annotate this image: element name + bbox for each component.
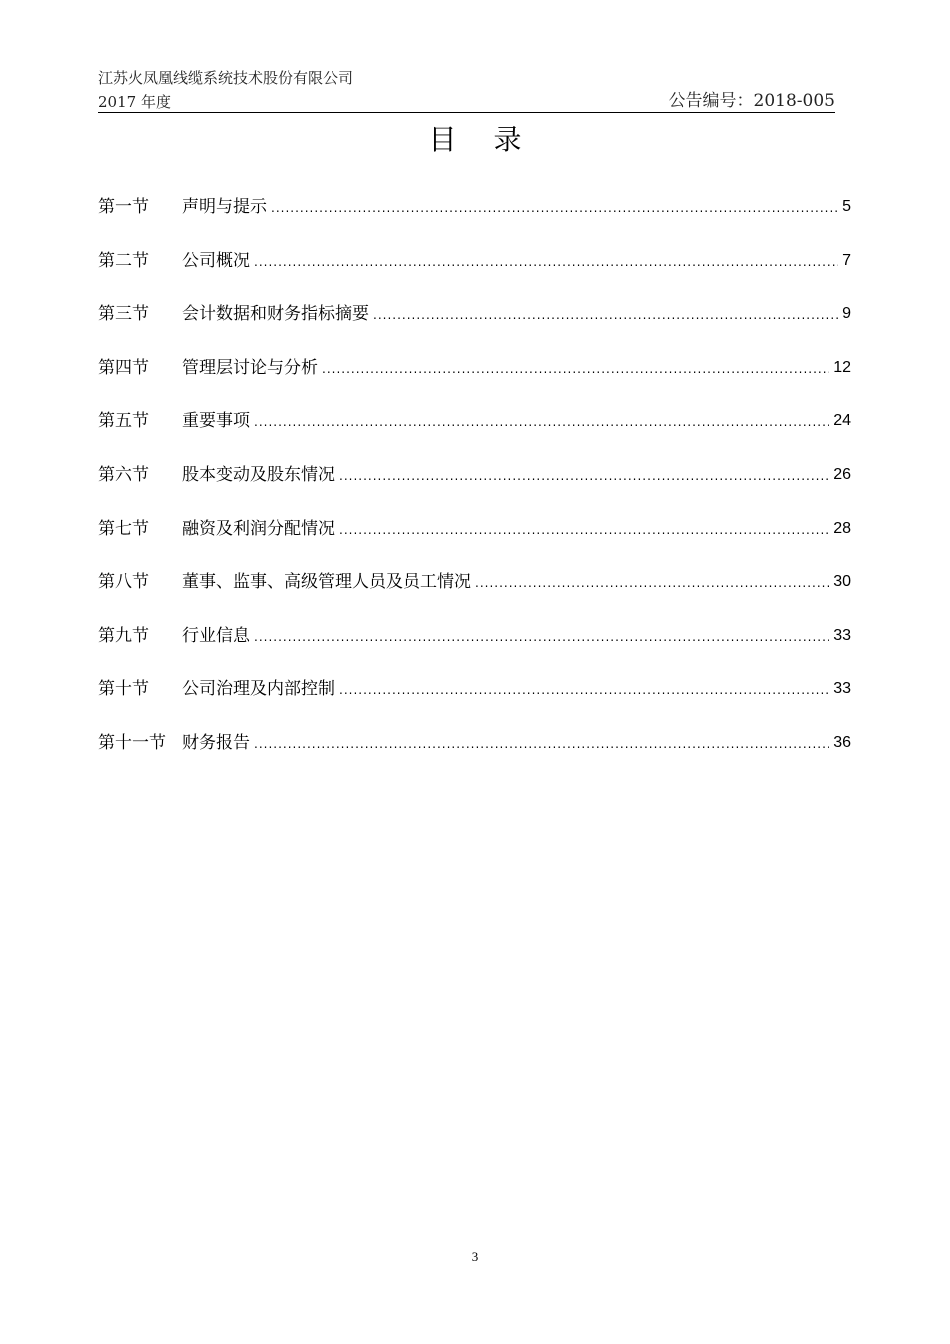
toc-section-number: 第四节 bbox=[98, 357, 149, 378]
toc-section-title: 融资及利润分配情况 bbox=[182, 518, 335, 539]
toc-page-number: 9 bbox=[842, 305, 851, 323]
toc-entry[interactable] bbox=[98, 565, 851, 619]
toc-section-number: 第十节 bbox=[98, 679, 149, 700]
toc-section-title: 会计数据和财务指标摘要 bbox=[182, 304, 369, 325]
header-announcement-code: 公告编号：2018-005 bbox=[668, 91, 835, 111]
toc-page-number: 5 bbox=[842, 198, 851, 215]
toc-entry[interactable] bbox=[98, 351, 851, 405]
toc-entry[interactable] bbox=[98, 190, 851, 244]
toc-section-number: 第二节 bbox=[98, 250, 149, 271]
toc-section-title: 财务报告 bbox=[182, 732, 250, 753]
toc-entry[interactable] bbox=[98, 726, 851, 780]
toc-entry[interactable] bbox=[98, 619, 851, 673]
toc-section-number: 第一节 bbox=[98, 197, 149, 217]
page-title: 目 录 bbox=[428, 123, 536, 156]
toc-leader-dots bbox=[339, 512, 829, 548]
toc-section-title: 声明与提示 bbox=[182, 197, 267, 217]
toc-section-number: 第六节 bbox=[98, 464, 149, 485]
toc-section-number: 第九节 bbox=[98, 625, 149, 646]
toc-page-number: 26 bbox=[833, 465, 851, 483]
table-of-contents bbox=[98, 190, 851, 780]
toc-entry[interactable] bbox=[98, 297, 851, 351]
toc-section-number: 第三节 bbox=[98, 304, 149, 325]
toc-page-number: 33 bbox=[833, 680, 851, 698]
header-company-name: 江苏火凤凰线缆系统技术股份有限公司 bbox=[98, 69, 354, 87]
toc-leader-dots bbox=[254, 404, 829, 440]
toc-section-title: 行业信息 bbox=[182, 625, 250, 646]
header-report-year: 2017 年度 bbox=[98, 93, 171, 111]
toc-page-number: 36 bbox=[833, 733, 851, 751]
toc-section-title: 管理层讨论与分析 bbox=[182, 357, 318, 378]
toc-section-title: 董事、监事、高级管理人员及员工情况 bbox=[182, 572, 471, 593]
page-number: 3 bbox=[471, 1249, 479, 1264]
toc-section-title: 重要事项 bbox=[182, 411, 250, 432]
toc-leader-dots bbox=[322, 351, 829, 387]
toc-entry[interactable] bbox=[98, 404, 851, 458]
toc-entry[interactable] bbox=[98, 512, 851, 566]
toc-section-title: 公司概况 bbox=[182, 250, 250, 271]
toc-leader-dots bbox=[254, 726, 829, 762]
toc-page-number: 24 bbox=[833, 412, 851, 430]
toc-section-number: 第五节 bbox=[98, 411, 149, 432]
toc-page-number: 12 bbox=[833, 358, 851, 376]
toc-leader-dots bbox=[475, 565, 829, 601]
toc-page-number: 28 bbox=[833, 519, 851, 537]
toc-entry[interactable] bbox=[98, 458, 851, 512]
toc-leader-dots bbox=[271, 190, 838, 226]
toc-entry[interactable] bbox=[98, 244, 851, 298]
toc-page-number: 30 bbox=[833, 573, 851, 591]
toc-entry[interactable] bbox=[98, 672, 851, 726]
header-divider bbox=[98, 112, 835, 113]
toc-leader-dots bbox=[254, 619, 829, 655]
toc-leader-dots bbox=[254, 244, 838, 280]
toc-section-number: 第十一节 bbox=[98, 732, 166, 753]
toc-section-number: 第七节 bbox=[98, 518, 149, 539]
toc-section-number: 第八节 bbox=[98, 572, 149, 593]
toc-leader-dots bbox=[339, 458, 829, 494]
toc-page-number: 7 bbox=[842, 251, 851, 269]
toc-section-title: 股本变动及股东情况 bbox=[182, 464, 335, 485]
toc-leader-dots bbox=[373, 297, 838, 333]
toc-section-title: 公司治理及内部控制 bbox=[182, 679, 335, 700]
toc-page-number: 33 bbox=[833, 626, 851, 644]
toc-leader-dots bbox=[339, 672, 829, 708]
